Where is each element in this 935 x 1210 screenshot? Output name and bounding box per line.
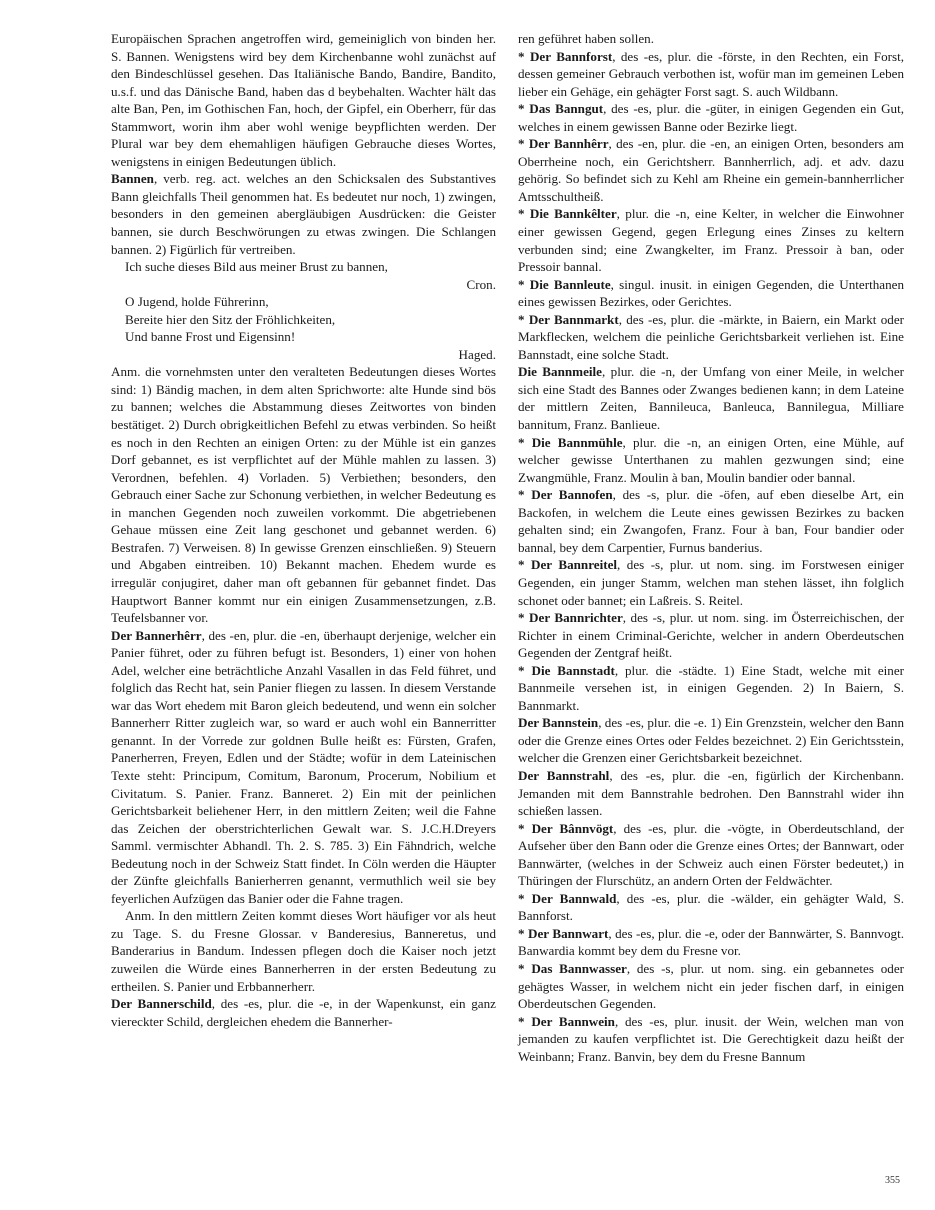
entry-text: , des -en, plur. die -en, an einigen Orten, besonders am Oberrheine noch, ein Gerichtsherr. Bannherrlich, adj. et adv. dazu gehörig. So befindet sich zu Kehl am Rheine ein gemein-bannherrlicher Amtsschultheiß.: [518, 136, 904, 204]
asterisk-marker: *: [518, 610, 530, 626]
list-item: [518, 714, 904, 767]
entry-text: , plur. die -n, der Umfang von einer Meile, in welcher sich eine Stadt des Bannes oder Zwanges bedienen kann; in dem Lateine der mittlern Zeiten, Bannileuca, Banleuca, Bannilegua, Milliare bannitum, Franz. Banlieue.: [518, 364, 904, 433]
asterisk-marker: *: [518, 136, 529, 152]
entry-text: , des -es, plur. die -e, oder der Bannwärter, S. Bannvogt. Banwardia kommt bey dem du Fresne vor.: [518, 925, 904, 959]
entry-text: , des -es, plur. inusit. der Wein, welchen man von jemanden zu kaufen verpflichtet ist. Die Gerechtigkeit dazu heißt der Weinbann; Franz. Banvin, bey dem du Fresne Bannum: [518, 1013, 904, 1064]
entry-text: , des -s, plur. ut nom. sing. im Österreichischen, der Richter in einem Criminal-Gerichte, welcher in andern Oberdeutschen Gegenden der Zentgraf heißt.: [518, 610, 904, 661]
lemma: Der Bannwein: [531, 1013, 615, 1029]
lemma: Das Bannwasser: [531, 960, 627, 976]
quote-verse: Ich suche dieses Bild aus meiner Brust zu bannen,: [125, 259, 388, 275]
list-item: [518, 48, 904, 101]
list-item: [518, 960, 904, 1013]
lemma: Der Bannforst: [529, 48, 613, 64]
entry-continuation: ren geführet haben sollen.: [518, 31, 654, 46]
asterisk-marker: *: [518, 434, 532, 450]
entry-note: Anm. die vornehmsten unter den veralteten Bedeutungen dieses Wortes sind: 1) Bändig machen, in dem alten Sprichworte: alte Hunde sind bös zu bannen; welches die Abstammung dieses Zeitwortes von binden bestätiget. 2) Durch obrigkeitlichen Befehl zu etwas verbinden. So heißt es noch in den Rechten an einigen Orten: zu der Mühle ist ein ganzes Dorf gebannet, es ist verpflichtet auf der Mühle mahlen zu lassen. 3) Verordnen, befehlen. 4) Vorladen. 5) Verbiethen; besonders, den Gebrauch einer Sache zur Schonung verbiethen, in welcher Bedeutung es in manchen Gegenden noch zuweilen vorkommt. Die abgetriebenen Gehaue müssen eine Zeit lang geschonet und gebannet werden. 6) Bestrafen. 7) Verweisen. 8) In gewisse Grenzen einschließen. 9) Steuern und Abgaben eintreiben. 10) Bekannt machen. Ehedem wurde es irregulär conjugiret, daher man oft gebannen für gebannet findet. Das Hauptwort Banner kommt nur ein einigen Zusammensetzungen, z.B. Teufelsbanner vor.: [111, 364, 496, 626]
lemma: Der Bannofen: [531, 487, 613, 503]
entry-text: , des -es, plur. die -wälder, ein gehägter Wald, S. Bannforst.: [518, 890, 905, 924]
list-item: [518, 311, 904, 364]
asterisk-marker: *: [518, 48, 530, 64]
list-item: [518, 820, 904, 890]
lemma: Der Bannmarkt: [528, 311, 619, 327]
entry-list: [518, 48, 904, 1066]
asterisk-marker: *: [518, 890, 532, 906]
lemma: Der Bannstein: [518, 715, 599, 731]
entry-text: , verb. reg. act. welches an den Schicksalen des Substantives Bann gleichfalls Theil genommen hat. Es bedeutet nur noch, 1) zwingen, besonders in den gemeinen abergläubigen Ausdrücken: die Geister bannen, sie durch Beschwörungen zu etwas zwingen. Die Schlangen bannen. 2) Figürlich für vertreiben.: [111, 171, 496, 257]
entry-bannerherr: [111, 627, 496, 908]
entry-text: , des -es, plur. die -güter, in einigen Gegenden ein Gut, welches in einem gewissen Banne oder Bezirke liegt.: [518, 101, 905, 134]
entry-bannerschild: [111, 995, 496, 1030]
list-item: [518, 1013, 904, 1066]
lemma: Der Bannwald: [531, 890, 617, 906]
list-item: [518, 135, 904, 205]
entry-text: , plur. die -n, eine Kelter, in welcher die Einwohner einer gewissen Gegend, gegen Erlegung eines Zinses zu keltern verbunden sind; eine Zwangkelter, im Franz. Pressoir à ban, oder Pressoir bannal.: [518, 206, 904, 275]
entry-text: , des -es, plur. die -e, in der Wapenkunst, ein ganz viereckter Schild, dergleichen ehedem die Bannerher-: [111, 996, 496, 1029]
list-item: [518, 276, 904, 311]
list-item: [518, 434, 904, 487]
lemma: Die Bannmeile: [518, 364, 602, 380]
quote-attribution: Cron.: [466, 276, 496, 292]
asterisk-marker: *: [518, 925, 529, 941]
lemma: Der Bannstrahl: [518, 767, 610, 783]
list-item: [518, 556, 904, 609]
entry-text: , des -es, plur. die -vögte, in Oberdeutschland, der Aufseher über den Bann oder die Grenze eines Ortes; der Bannwart, oder Bannwärter, (welches in der Schweiz auch einen Förster bedeutet,) in Thüringen der Flurschütz, an andern Orten der Feldwächter.: [518, 820, 904, 889]
left-column: [111, 30, 496, 1030]
entry-text: , plur. die -städte. 1) Eine Stadt, welche mit einer Bannmeile versehen ist, in einigen Gegenden. 2) In Baiern, S. Bannmarkt.: [518, 662, 904, 713]
entry-text: , plur. die -n, an einigen Orten, eine Mühle, auf welcher gewisse Unterthanen zu mahlen gezwungen sind; eine Zwangmühle, Franz. Moulin à ban, Moulin bandier oder bannal.: [518, 434, 904, 485]
lemma: Die Bannstadt: [531, 662, 615, 678]
lemma: Der Bânnvögt: [531, 820, 614, 836]
lemma: Die Bannleute: [529, 276, 611, 292]
lemma: Das Banngut: [529, 101, 604, 117]
lemma: Der Bannerschild: [111, 996, 212, 1012]
asterisk-marker: *: [518, 487, 532, 503]
lemma: Der Bannreitel: [531, 557, 618, 573]
entry-text: , des -es, plur. die -en, figürlich der Kirchenbann. Jemanden mit dem Bannstrahle bedrohen. Den Bannstrahl wider ihn schießen lassen.: [518, 767, 904, 819]
list-item: [518, 363, 904, 433]
lemma: Der Bannerhêrr: [111, 627, 202, 643]
asterisk-marker: *: [518, 557, 532, 573]
entry-text: , des -es, plur. die -förste, in den Rechten, ein Forst, dessen gemeiner Gebrauch verbothen ist, wofür man im gemeinen Leben lieber ein Gehäge, ein gehägter Forst sagt. S. auch Wildbann.: [518, 48, 904, 99]
right-column: [518, 30, 904, 1065]
entry-note: Anm. In den mittlern Zeiten kommt dieses Wort häufiger vor als heut zu Tage. S. du Fresne Glossar. v Banderesius, Banneretus, und Banderarius in Bandum. Indessen pflegen doch die Kaiser noch jetzt zuweilen die Würde eines Bannerherren in der ersten Bedeutung zu ertheilen. S. Panier und Erbbannerherr.: [111, 908, 496, 994]
lemma: Der Bannwart: [528, 925, 609, 941]
lemma: Bannen: [111, 171, 154, 187]
lemma: Die Bannkêlter: [529, 206, 617, 222]
entry-text: , des -es, plur. die -e. 1) Ein Grenzstein, welcher den Bann oder die Grenze eines Ortes oder Feldes bezeichnet. 2) Ein Gerichtsstein, welcher die Grenzen einer Gerichtsbarkeit bezeichnet.: [518, 715, 904, 766]
entry-text: , singul. inusit. in einigen Gegenden, die Unterthanen eines gewissen Bezirkes, oder Gerichtes.: [518, 276, 904, 310]
asterisk-marker: *: [518, 960, 532, 976]
asterisk-marker: *: [518, 662, 532, 678]
asterisk-marker: *: [518, 311, 529, 327]
asterisk-marker: *: [518, 101, 530, 117]
entry-text: , des -s, plur. die -öfen, auf eben dieselbe Art, ein Backofen, in welchem die Leute eines gewissen Bezirkes zu backen gehalten sind; ein Zwangofen, Franz. Four à ban, Four bandier oder bannal, bey dem Carpentier, Furnus banderius.: [518, 487, 904, 555]
asterisk-marker: *: [518, 820, 532, 836]
asterisk-marker: *: [518, 1013, 532, 1029]
lemma: Der Bannrichter: [529, 610, 623, 626]
list-item: [518, 609, 904, 662]
entry-text: , des -s, plur. ut nom. sing. ein gebannetes oder gehägtes Wasser, in welchem nicht ein jeder fischen darf, in einigen Oberdeutschen Gegenden.: [518, 960, 904, 1012]
list-item: [518, 890, 904, 925]
lemma: Der Bannhêrr: [528, 136, 609, 152]
quote-verse: O Jugend, holde Führerinn,: [125, 294, 269, 310]
asterisk-marker: *: [518, 276, 530, 292]
list-item: [518, 205, 904, 275]
page-number: 355: [885, 1175, 900, 1186]
quote-verse: Und banne Frost und Eigensinn!: [125, 329, 296, 345]
list-item: [518, 100, 904, 135]
entry-text: , des -s, plur. ut nom. sing. im Forstwesen einiger Gegenden, ein junger Stamm, welchen man stehen lässet, ihn folglich schonet oder bannet; ein Laßreis. S. Reitel.: [518, 557, 905, 608]
quote-verse: Bereite hier den Sitz der Fröhlichkeiten,: [125, 311, 336, 327]
entry-bannen: [111, 170, 496, 258]
list-item: [518, 486, 904, 556]
list-item: [518, 662, 904, 715]
entry-text: , des -es, plur. die -märkte, in Baiern, ein Markt oder Markflecken, welchem die peinliche Gerichtsbarkeit verliehen ist. Eine Bannstadt, eine solche Stadt.: [518, 311, 904, 362]
quote-attribution: Haged.: [458, 346, 496, 362]
entry-text: , des -en, plur. die -en, überhaupt derjenige, welcher ein Panier führet, oder zu führen befugt ist. Besonders, 1) einer von hohen Adel, welcher eine beträchtliche Anzahl Vasallen in das Feld führet, und folglich das Recht hat, sein Panier fliegen zu lassen. In diesem Verstande war das Wort ehedem mit Baron gleich bedeutend, und wenn ein solcher Bannerherr Ritter zugleich war, so ward er auch wohl ein Bannerritter genannt. In der Vorrede zur goldnen Bulle heißt es: Fürsten, Grafen, Panerherren, Freyen, Edlen und der Städte; wofür in dem Lateinischen Texte steht: Principum, Comitum, Baronum, Procerum, Nobilium et Civitatum. S. Panier. Franz. Banneret. 2) Ein mit der peinlichen Gerichtsbarkeit beliehener Herr, in den mittlern Zeiten; weil die Fahne das Zeichen der oberstrichterlichen Gewalt war. S. J.C.H.Dreyers Samml. vermischter Abhandl. Th. 2. S. 785. 3) Ein Fähndrich, welche Bedeutung noch in der Schweiz Statt findet. In Cöln werden die Häupter der Zünfte gleichfalls Banierherren genannt, vermuthlich weil sie bey feyerlichen Aufzügen das Banier oder die Fahne tragen.: [111, 627, 496, 906]
lemma: Die Bannmühle: [531, 434, 623, 450]
entry-continuation: Europäischen Sprachen angetroffen wird, gemeiniglich von binden her. S. Bannen. Wenigstens wird bey dem Kirchenbanne wohl zunächst auf den Bindeschlüssel gesehen. Das Italiänische Bando, Bandire, Bandito, u.s.f. und das Dänische Band, haben das d beybehalten. Wachter hält das alte Ban, Pen, im Gothischen Fan, hoch, der Gipfel, ein Oberherr, für das Stammwort, worin ihm aber wohl wenige beypflichten werden. Der Plural war bey dem ehemahligen häufigen Gebrauche dieses Wortes, wenigstens in einigen Bedeutungen üblich.: [111, 31, 496, 169]
list-item: [518, 925, 904, 960]
list-item: [518, 767, 904, 820]
asterisk-marker: *: [518, 206, 530, 222]
